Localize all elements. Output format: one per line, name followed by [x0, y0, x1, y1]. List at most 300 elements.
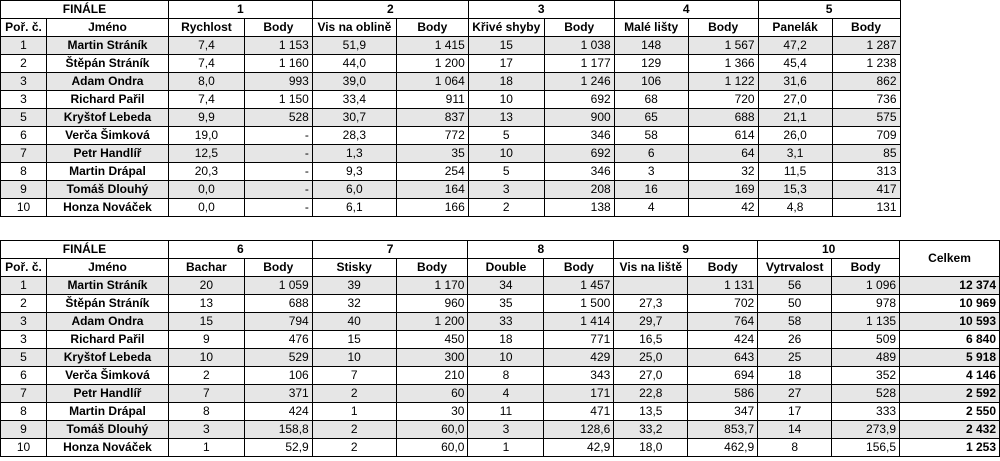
performance-cell: 0,0 [168, 181, 244, 199]
performance-cell: 27,0 [758, 91, 832, 109]
performance-cell: 25 [758, 349, 832, 367]
total-cell: 12 374 [900, 277, 1000, 295]
performance-cell: 39,0 [312, 73, 396, 91]
performance-cell: 40 [312, 313, 396, 331]
performance-cell: 30,7 [312, 109, 396, 127]
performance-cell: 44,0 [312, 55, 396, 73]
performance-cell: 56 [758, 277, 832, 295]
performance-cell: 10 [468, 91, 544, 109]
discipline-number: 6 [168, 241, 312, 259]
points-cell: 736 [832, 91, 900, 109]
table-row [1, 181, 1000, 199]
discipline-header: Malé lišty [614, 19, 688, 37]
points-cell: 273,9 [832, 421, 900, 439]
rank-cell: 5 [1, 349, 47, 367]
performance-cell: 22,8 [614, 385, 688, 403]
performance-cell: 65 [614, 109, 688, 127]
performance-cell: 8,0 [168, 73, 244, 91]
performance-cell: 33,2 [614, 421, 688, 439]
performance-cell: 9,3 [312, 163, 396, 181]
performance-cell: 7 [312, 367, 396, 385]
points-cell: 1 457 [544, 277, 614, 295]
empty-cell [900, 91, 1000, 109]
rank-cell: 7 [1, 145, 47, 163]
discipline-header: Vis na oblině [312, 19, 396, 37]
results-table-part-1 [0, 0, 1000, 217]
performance-cell: 13 [468, 109, 544, 127]
points-cell: 106 [244, 367, 312, 385]
points-cell: 1 038 [544, 37, 614, 55]
name-cell: Honza Nováček [46, 439, 168, 457]
name-cell: Tomáš Dlouhý [46, 181, 168, 199]
points-cell: 158,8 [244, 421, 312, 439]
performance-cell: 1,3 [312, 145, 396, 163]
points-cell: 1 287 [832, 37, 900, 55]
rank-cell: 8 [1, 163, 47, 181]
performance-cell: 17 [758, 403, 832, 421]
performance-cell: 68 [614, 91, 688, 109]
performance-cell: 7,4 [168, 37, 244, 55]
performance-cell: 6,1 [312, 199, 396, 217]
name-cell: Adam Ondra [46, 73, 168, 91]
performance-cell: 8 [758, 439, 832, 457]
performance-cell: 2 [312, 421, 396, 439]
points-cell: 1 500 [544, 295, 614, 313]
rank-cell: 3 [1, 331, 47, 349]
points-cell: 1 415 [396, 37, 468, 55]
name-cell: Štěpán Stráník [46, 55, 168, 73]
performance-cell: 3 [468, 181, 544, 199]
name-cell: Honza Nováček [46, 199, 168, 217]
rank-cell: 9 [1, 181, 47, 199]
performance-cell: 32 [312, 295, 396, 313]
points-cell: - [244, 199, 312, 217]
name-cell: Richard Pařil [46, 331, 168, 349]
points-cell: 709 [832, 127, 900, 145]
table-row [1, 331, 1000, 349]
performance-cell: 16 [614, 181, 688, 199]
performance-cell: 2 [312, 385, 396, 403]
performance-cell: 2 [468, 199, 544, 217]
table-row [1, 163, 1000, 181]
empty-cell [900, 37, 1000, 55]
points-cell: 528 [244, 109, 312, 127]
performance-cell: 25,0 [614, 349, 688, 367]
points-header: Body [544, 19, 614, 37]
discipline-header: Double [468, 259, 544, 277]
rank-cell: 3 [1, 313, 47, 331]
points-cell: 1 246 [544, 73, 614, 91]
points-cell: 30 [396, 403, 468, 421]
performance-cell: 9,9 [168, 109, 244, 127]
points-cell: 702 [688, 295, 758, 313]
points-cell: 692 [544, 145, 614, 163]
points-cell: - [244, 181, 312, 199]
name-cell: Martin Stráník [46, 277, 168, 295]
table-row [1, 385, 1000, 403]
points-cell: 1 567 [688, 37, 758, 55]
rank-cell: 8 [1, 403, 47, 421]
points-cell: 586 [688, 385, 758, 403]
finale-label: FINÁLE [1, 241, 169, 259]
points-cell: 471 [544, 403, 614, 421]
points-cell: 688 [244, 295, 312, 313]
rank-cell: 1 [1, 277, 47, 295]
performance-cell: 47,2 [758, 37, 832, 55]
points-cell: 64 [688, 145, 758, 163]
points-cell: 429 [544, 349, 614, 367]
performance-cell: 45,4 [758, 55, 832, 73]
points-header: Body [832, 19, 900, 37]
discipline-header: Vis na liště [614, 259, 688, 277]
points-cell: 489 [832, 349, 900, 367]
performance-cell: 1 [168, 439, 244, 457]
points-cell: 771 [544, 331, 614, 349]
performance-cell: 9 [168, 331, 244, 349]
points-cell: 424 [244, 403, 312, 421]
performance-cell: 7,4 [168, 55, 244, 73]
performance-cell: 11,5 [758, 163, 832, 181]
rank-cell: 3 [1, 91, 47, 109]
total-cell: 2 592 [900, 385, 1000, 403]
discipline-number: 8 [468, 241, 614, 259]
performance-cell: 6,0 [312, 181, 396, 199]
performance-cell: 4 [468, 385, 544, 403]
performance-cell: 15 [168, 313, 244, 331]
points-cell: 978 [832, 295, 900, 313]
points-cell: 911 [396, 91, 468, 109]
performance-cell: 33,4 [312, 91, 396, 109]
name-cell: Martin Drápal [46, 403, 168, 421]
table-row [1, 55, 1000, 73]
performance-cell: 13 [168, 295, 244, 313]
table-row [1, 73, 1000, 91]
points-cell: 1 131 [688, 277, 758, 295]
points-cell: 1 150 [244, 91, 312, 109]
points-cell: 960 [396, 295, 468, 313]
table-row [1, 349, 1000, 367]
performance-cell: 39 [312, 277, 396, 295]
rank-header: Poř. č. [1, 259, 47, 277]
points-cell: 1 177 [544, 55, 614, 73]
performance-cell: 18 [468, 73, 544, 91]
performance-cell: 11 [468, 403, 544, 421]
rank-header: Poř. č. [1, 19, 47, 37]
empty-cell [900, 55, 1000, 73]
points-cell: 1 200 [396, 313, 468, 331]
performance-cell: 28,3 [312, 127, 396, 145]
discipline-header: Stisky [312, 259, 396, 277]
points-header: Body [688, 19, 758, 37]
discipline-number: 3 [468, 1, 614, 19]
points-cell: 171 [544, 385, 614, 403]
points-header: Body [544, 259, 614, 277]
points-cell: 688 [688, 109, 758, 127]
total-cell: 6 840 [900, 331, 1000, 349]
performance-cell: 51,9 [312, 37, 396, 55]
performance-cell: 10 [168, 349, 244, 367]
points-cell: 794 [244, 313, 312, 331]
points-cell: 60,0 [396, 439, 468, 457]
total-cell: 4 146 [900, 367, 1000, 385]
total-cell: 10 593 [900, 313, 1000, 331]
header-row-columns [1, 259, 1000, 277]
discipline-header: Vytrvalost [758, 259, 832, 277]
rank-cell: 1 [1, 37, 47, 55]
points-cell: 343 [544, 367, 614, 385]
empty-cell [900, 109, 1000, 127]
performance-cell: 7 [168, 385, 244, 403]
table-row [1, 367, 1000, 385]
performance-cell: 2 [312, 439, 396, 457]
points-cell: 52,9 [244, 439, 312, 457]
performance-cell: 31,6 [758, 73, 832, 91]
points-cell: 764 [688, 313, 758, 331]
discipline-number: 5 [758, 1, 900, 19]
points-cell: 32 [688, 163, 758, 181]
points-header: Body [396, 19, 468, 37]
empty-cell [900, 19, 1000, 37]
rank-cell: 10 [1, 439, 47, 457]
performance-cell: 27,3 [614, 295, 688, 313]
points-cell: 614 [688, 127, 758, 145]
discipline-header: Bachar [168, 259, 244, 277]
header-row-groups [1, 241, 1000, 259]
name-cell: Štěpán Stráník [46, 295, 168, 313]
table-row [1, 421, 1000, 439]
empty-cell [900, 145, 1000, 163]
points-cell: 837 [396, 109, 468, 127]
table-row [1, 403, 1000, 421]
points-header: Body [244, 19, 312, 37]
performance-cell: 106 [614, 73, 688, 91]
points-cell: 333 [832, 403, 900, 421]
table-row [1, 127, 1000, 145]
performance-cell: 5 [468, 127, 544, 145]
points-cell: 42 [688, 199, 758, 217]
rank-cell: 6 [1, 367, 47, 385]
points-cell: 352 [832, 367, 900, 385]
performance-cell: 27 [758, 385, 832, 403]
discipline-header: Křivé shyby [468, 19, 544, 37]
rank-cell: 5 [1, 109, 47, 127]
points-cell: 462,9 [688, 439, 758, 457]
points-cell: 692 [544, 91, 614, 109]
points-cell: - [244, 163, 312, 181]
performance-cell: 5 [468, 163, 544, 181]
points-cell: 476 [244, 331, 312, 349]
name-cell: Kryštof Lebeda [46, 109, 168, 127]
rank-cell: 7 [1, 385, 47, 403]
points-cell: 1 059 [244, 277, 312, 295]
performance-cell: 1 [312, 403, 396, 421]
discipline-number: 10 [758, 241, 900, 259]
points-cell: 862 [832, 73, 900, 91]
name-cell: Verča Šimková [46, 367, 168, 385]
performance-cell: 18 [468, 331, 544, 349]
rank-cell: 2 [1, 295, 47, 313]
performance-cell: 26 [758, 331, 832, 349]
name-header: Jméno [46, 259, 168, 277]
table-row [1, 295, 1000, 313]
points-cell: 1 238 [832, 55, 900, 73]
points-cell: 1 064 [396, 73, 468, 91]
performance-cell: 20 [168, 277, 244, 295]
points-cell: 772 [396, 127, 468, 145]
points-cell: 694 [688, 367, 758, 385]
performance-cell: 4,8 [758, 199, 832, 217]
performance-cell: 6 [614, 145, 688, 163]
points-cell: 509 [832, 331, 900, 349]
points-cell: 60 [396, 385, 468, 403]
discipline-number: 9 [614, 241, 758, 259]
performance-cell: 3 [468, 421, 544, 439]
points-cell: 346 [544, 127, 614, 145]
performance-cell: 15 [312, 331, 396, 349]
header-row-columns [1, 19, 1000, 37]
performance-cell: 7,4 [168, 91, 244, 109]
total-cell: 1 253 [900, 439, 1000, 457]
points-cell: 85 [832, 145, 900, 163]
rank-cell: 9 [1, 421, 47, 439]
rank-cell: 2 [1, 55, 47, 73]
name-cell: Petr Handlíř [46, 145, 168, 163]
performance-cell: 34 [468, 277, 544, 295]
points-cell: 35 [396, 145, 468, 163]
discipline-number: 4 [614, 1, 758, 19]
empty-cell [900, 73, 1000, 91]
performance-cell: 10 [468, 145, 544, 163]
performance-cell: 35 [468, 295, 544, 313]
points-cell: 1 414 [544, 313, 614, 331]
performance-cell: 17 [468, 55, 544, 73]
performance-cell: 8 [468, 367, 544, 385]
total-cell: 10 969 [900, 295, 1000, 313]
table-row [1, 145, 1000, 163]
points-cell: 346 [544, 163, 614, 181]
points-header: Body [244, 259, 312, 277]
performance-cell: 50 [758, 295, 832, 313]
points-cell: 131 [832, 199, 900, 217]
performance-cell: 21,1 [758, 109, 832, 127]
performance-cell: 10 [468, 349, 544, 367]
points-cell: 1 200 [396, 55, 468, 73]
name-cell: Martin Drápal [46, 163, 168, 181]
points-cell: 128,6 [544, 421, 614, 439]
performance-cell: 12,5 [168, 145, 244, 163]
total-header: Celkem [900, 241, 1000, 277]
performance-cell: 129 [614, 55, 688, 73]
table-row [1, 313, 1000, 331]
points-cell: 60,0 [396, 421, 468, 439]
performance-cell: 8 [168, 403, 244, 421]
table-row [1, 439, 1000, 457]
performance-cell: 58 [758, 313, 832, 331]
points-cell: 138 [544, 199, 614, 217]
performance-cell: 18,0 [614, 439, 688, 457]
total-cell: 2 550 [900, 403, 1000, 421]
performance-cell: 20,3 [168, 163, 244, 181]
discipline-number: 1 [168, 1, 312, 19]
empty-cell [900, 127, 1000, 145]
points-cell: - [244, 145, 312, 163]
total-cell: 2 432 [900, 421, 1000, 439]
performance-cell: 4 [614, 199, 688, 217]
performance-cell: 19,0 [168, 127, 244, 145]
name-cell: Tomáš Dlouhý [46, 421, 168, 439]
rank-cell: 10 [1, 199, 47, 217]
points-cell: 313 [832, 163, 900, 181]
performance-cell: 13,5 [614, 403, 688, 421]
points-cell: 300 [396, 349, 468, 367]
finale-label: FINÁLE [1, 1, 169, 19]
discipline-header: Rychlost [168, 19, 244, 37]
performance-cell: 10 [312, 349, 396, 367]
rank-cell: 6 [1, 127, 47, 145]
discipline-number: 7 [312, 241, 468, 259]
points-cell: 164 [396, 181, 468, 199]
points-cell: 529 [244, 349, 312, 367]
points-cell: 1 122 [688, 73, 758, 91]
points-cell: 900 [544, 109, 614, 127]
name-cell: Petr Handlíř [46, 385, 168, 403]
points-cell: 1 096 [832, 277, 900, 295]
empty-cell [900, 163, 1000, 181]
points-cell: 720 [688, 91, 758, 109]
performance-cell: 15 [468, 37, 544, 55]
performance-cell: 33 [468, 313, 544, 331]
header-row-groups [1, 1, 1000, 19]
table-row [1, 91, 1000, 109]
performance-cell: 3,1 [758, 145, 832, 163]
performance-cell [614, 277, 688, 295]
points-cell: 1 170 [396, 277, 468, 295]
discipline-header: Panelák [758, 19, 832, 37]
points-cell: - [244, 127, 312, 145]
name-cell: Richard Pařil [46, 91, 168, 109]
table-row [1, 37, 1000, 55]
points-cell: 528 [832, 385, 900, 403]
points-cell: 424 [688, 331, 758, 349]
performance-cell: 27,0 [614, 367, 688, 385]
discipline-number: 2 [312, 1, 468, 19]
points-cell: 993 [244, 73, 312, 91]
performance-cell: 15,3 [758, 181, 832, 199]
name-header: Jméno [46, 19, 168, 37]
performance-cell: 0,0 [168, 199, 244, 217]
points-cell: 1 135 [832, 313, 900, 331]
name-cell: Kryštof Lebeda [46, 349, 168, 367]
empty-cell [900, 181, 1000, 199]
rank-cell: 3 [1, 73, 47, 91]
total-cell: 5 918 [900, 349, 1000, 367]
points-cell: 575 [832, 109, 900, 127]
performance-cell: 3 [168, 421, 244, 439]
points-cell: 210 [396, 367, 468, 385]
empty-cell [900, 199, 1000, 217]
name-cell: Verča Šimková [46, 127, 168, 145]
performance-cell: 58 [614, 127, 688, 145]
performance-cell: 16,5 [614, 331, 688, 349]
points-cell: 42,9 [544, 439, 614, 457]
points-cell: 347 [688, 403, 758, 421]
performance-cell: 148 [614, 37, 688, 55]
performance-cell: 2 [168, 367, 244, 385]
table-row [1, 277, 1000, 295]
points-cell: 166 [396, 199, 468, 217]
points-cell: 1 366 [688, 55, 758, 73]
name-cell: Adam Ondra [46, 313, 168, 331]
